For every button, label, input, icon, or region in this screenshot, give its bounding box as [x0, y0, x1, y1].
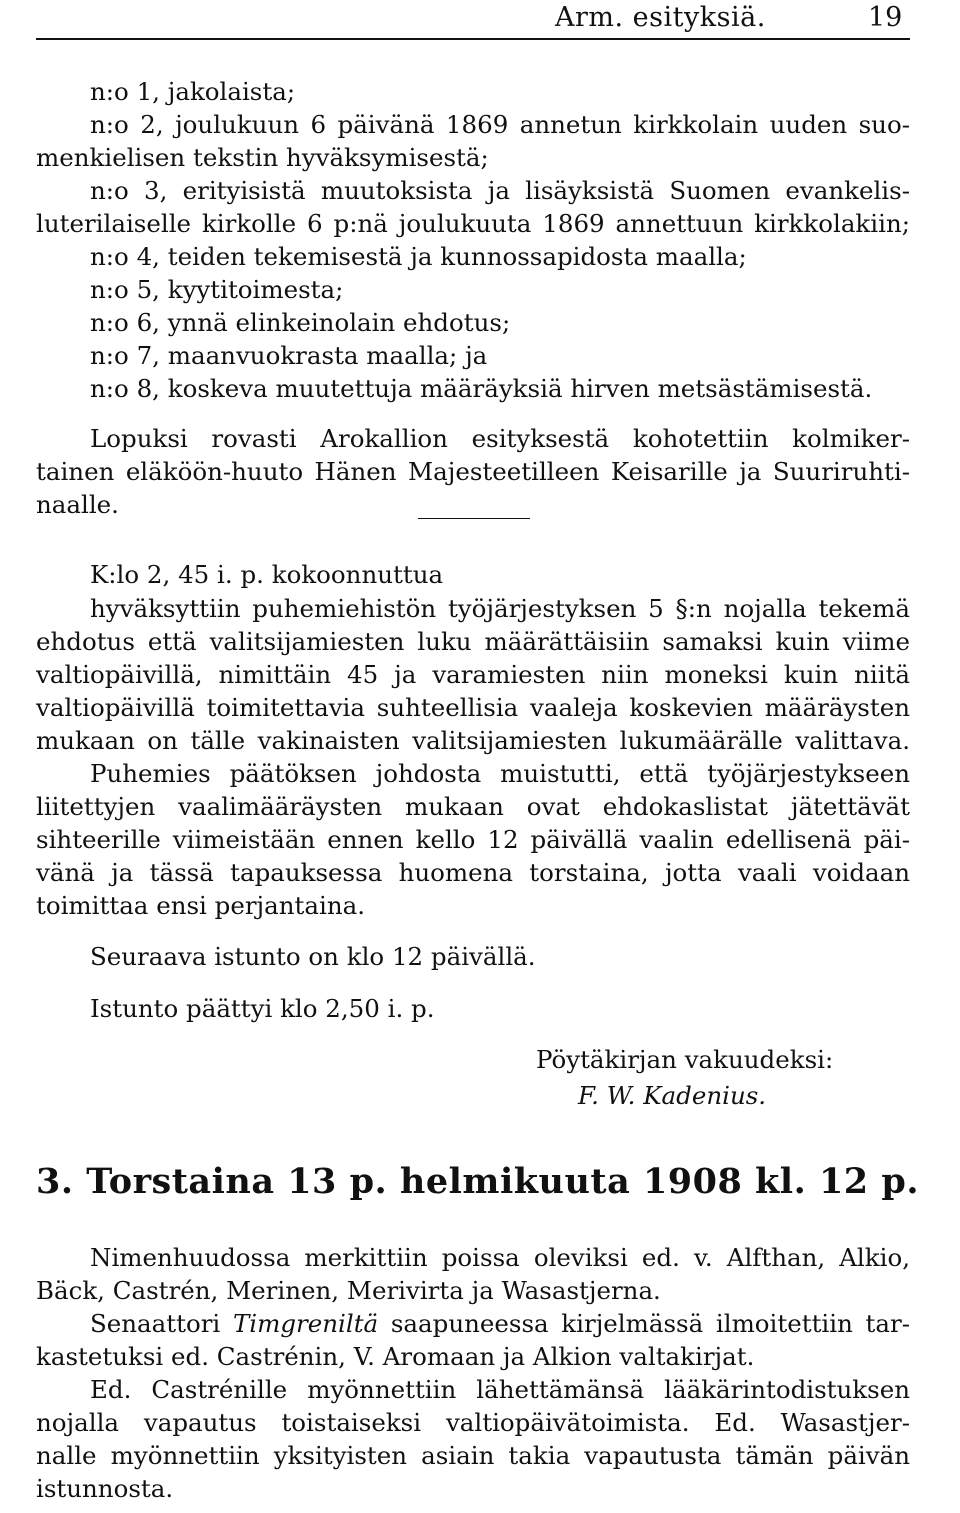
next-session-note: Seuraava istunto on klo 12 päivällä.	[90, 942, 536, 971]
paragraph-line: tainen eläköön-huuto Hänen Majesteetilleen Keisarille ja Suuriruhti-	[36, 457, 910, 486]
paragraph-line	[36, 1342, 910, 1372]
running-title: Arm. esityksiä.	[555, 2, 766, 33]
text-run: kastetuksi ed. Castrénin, V. Aromaan ja Alkion valtakirjat.	[36, 1342, 755, 1371]
signature-name: F. W. Kadenius.	[578, 1081, 767, 1110]
text-run: Senaattori	[90, 1309, 233, 1338]
paragraph-line: mukaan on tälle vakinaisten valitsijamiesten lukumäärälle valittava.	[36, 726, 910, 755]
paragraph-line: hyväksyttiin puhemiehistön työjärjestyksen 5 §:n nojalla tekemä	[90, 594, 910, 623]
paragraph-line: Puhemies päätöksen johdosta muistutti, että työjärjestykseen	[90, 759, 910, 788]
paragraph-line: toimittaa ensi perjantaina.	[36, 891, 366, 920]
paragraph-line: ehdotus että valitsijamiesten luku määrättäisiin samaksi kuin viime	[36, 627, 910, 656]
section-heading: 3. Torstaina 13 p. helmikuuta 1908 kl. 12 p.	[36, 1161, 920, 1202]
text-run: saapuneessa kirjelmässä ilmoitettiin tar-	[378, 1309, 910, 1338]
paragraph-line: Bäck, Castrén, Merinen, Merivirta ja Wasastjerna.	[36, 1276, 661, 1305]
list-item: n:o 2, joulukuun 6 päivänä 1869 annetun kirkkolain uuden suo-	[90, 110, 910, 139]
list-item: n:o 3, erityisistä muutoksista ja lisäyksistä Suomen evankelis-	[90, 176, 910, 205]
list-item: n:o 8, koskeva muutettuja määräyksiä hirven metsästämisestä.	[90, 374, 873, 403]
paragraph-line: Nimenhuudossa merkittiin poissa oleviksi ed. v. Alfthan, Alkio,	[90, 1243, 910, 1272]
paragraph-line: Lopuksi rovasti Arokallion esityksestä kohotettiin kolmiker-	[90, 424, 910, 453]
paragraph-line: K:lo 2, 45 i. p. kokoonnuttua	[90, 560, 444, 589]
paragraph-line: liitettyjen vaalimääräysten mukaan ovat ehdokaslistat jätettävät	[36, 792, 910, 821]
italic-name: Timgreniltä	[232, 1309, 379, 1338]
list-item-continuation: menkielisen tekstin hyväksymisestä;	[36, 143, 489, 172]
paragraph-line: Ed. Castrénille myönnettiin lähettämänsä lääkärintodistuksen	[90, 1375, 910, 1404]
paragraph-line	[90, 1309, 910, 1339]
separator-rule	[418, 518, 530, 519]
list-item: n:o 4, teiden tekemisestä ja kunnossapidosta maalla;	[90, 242, 747, 271]
paragraph-line: naalle.	[36, 490, 119, 519]
list-item: n:o 1, jakolaista;	[90, 77, 296, 106]
paragraph-line: istunnosta.	[36, 1474, 174, 1503]
page-number: 19	[868, 2, 903, 33]
paragraph-line: valtiopäivillä toimitettavia suhteellisia vaaleja koskevien määräysten	[36, 693, 910, 722]
page-header	[0, 0, 960, 40]
paragraph-line: nojalla vapautus toistaiseksi valtiopäivätoimista. Ed. Wasastjer-	[36, 1408, 910, 1437]
list-item: n:o 5, kyytitoimesta;	[90, 275, 344, 304]
session-end-note: Istunto päättyi klo 2,50 i. p.	[90, 994, 435, 1023]
paragraph-line: sihteerille viimeistään ennen kello 12 päivällä vaalin edellisenä päi-	[36, 825, 910, 854]
list-item-continuation: luterilaiselle kirkolle 6 p:nä joulukuuta 1869 annettuun kirkkolakiin;	[36, 209, 910, 238]
paragraph-line: vänä ja tässä tapauksessa huomena torstaina, jotta vaali voidaan	[36, 858, 910, 887]
paragraph-line: nalle myönnettiin yksityisten asiain takia vapautusta tämän päivän	[36, 1441, 910, 1470]
header-rule	[36, 38, 910, 40]
list-item: n:o 6, ynnä elinkeinolain ehdotus;	[90, 308, 511, 337]
list-item: n:o 7, maanvuokrasta maalla; ja	[90, 341, 488, 370]
paragraph-line: valtiopäivillä, nimittäin 45 ja varamiesten niin moneksi kuin niitä	[36, 660, 910, 689]
signature-label: Pöytäkirjan vakuudeksi:	[536, 1045, 834, 1074]
